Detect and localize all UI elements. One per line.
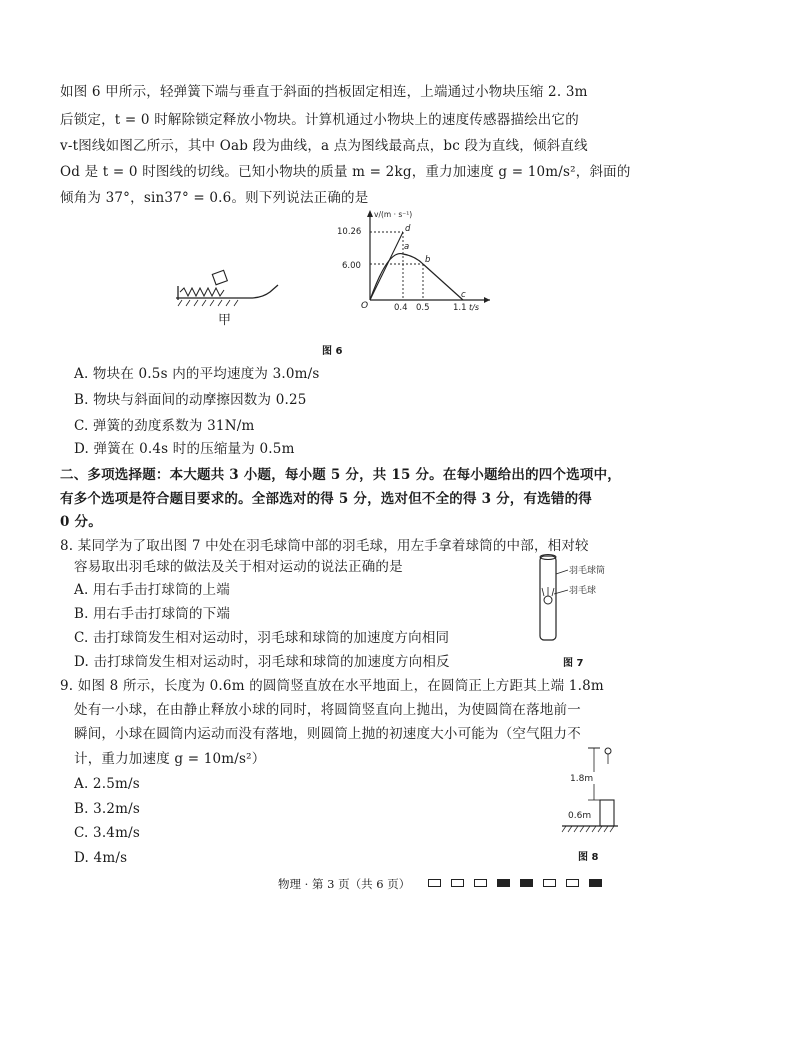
q8-option-a: A. 用右手击打球筒的上端 bbox=[74, 582, 230, 598]
fig8-ball-tube-diagram bbox=[560, 744, 622, 836]
fig8-label-1-8m: 1.8m bbox=[570, 774, 594, 784]
fig7-label-shuttlecock: 羽毛球 bbox=[569, 586, 597, 596]
footer-mark-5 bbox=[520, 879, 533, 887]
page-footer: 物理 · 第 3 页（共 6 页） bbox=[278, 877, 411, 891]
footer-mark-3 bbox=[474, 879, 487, 887]
q7-option-c: C. 弹簧的劲度系数为 31N/m bbox=[74, 418, 255, 434]
q8-stem-line-2: 容易取出羽毛球的做法及关于相对运动的说法正确的是 bbox=[74, 559, 403, 575]
fig6-incline-diagram bbox=[170, 258, 285, 333]
fig7-tube-diagram bbox=[530, 552, 620, 648]
q8-option-d: D. 击打球筒发生相对运动时，羽毛球和球筒的加速度方向相反 bbox=[74, 654, 450, 670]
fig8-caption: 图 8 bbox=[578, 852, 599, 863]
footer-mark-7 bbox=[566, 879, 579, 887]
q8-option-b: B. 用右手击打球筒的下端 bbox=[74, 606, 231, 622]
fig6-x-tick-1-1: 1.1 bbox=[453, 303, 467, 313]
fig6-origin-label: O bbox=[361, 301, 369, 311]
q8-option-c: C. 击打球筒发生相对运动时，羽毛球和球筒的加速度方向相同 bbox=[74, 630, 450, 646]
section2-line-1: 二、多项选择题：本大题共 3 小题，每小题 5 分，共 15 分。在每小题给出的四个选项中， bbox=[60, 467, 621, 483]
q7-stem-line-1: 如图 6 甲所示，轻弹簧下端与垂直于斜面的挡板固定相连，上端通过小物块压缩 2. 3m bbox=[60, 84, 588, 100]
footer-marks bbox=[428, 879, 602, 887]
q9-stem-line-4: 计，重力加速度 g = 10m/s²） bbox=[74, 751, 266, 767]
section2-line-2: 有多个选项是符合题目要求的。全部选对的得 5 分，选对但不全的得 3 分，有选错的得 bbox=[60, 491, 592, 507]
q8-stem-line-1: 8. 某同学为了取出图 7 中处在羽毛球筒中部的羽毛球，用左手拿着球筒的中部，相对较 bbox=[60, 538, 589, 554]
footer-mark-6 bbox=[543, 879, 556, 887]
q7-option-b: B. 物块与斜面间的动摩擦因数为 0.25 bbox=[74, 392, 307, 408]
q7-stem-line-3: v-t图线如图乙所示，其中 Oab 段为曲线，a 点为图线最高点，bc 段为直线，倾斜直线 bbox=[60, 138, 588, 154]
q7-stem-line-2: 后锁定，t = 0 时解除锁定释放小物块。计算机通过小物块上的速度传感器描绘出它的 bbox=[60, 112, 579, 128]
fig6-x-axis-label: t/s bbox=[469, 303, 479, 312]
fig6-point-d: d bbox=[405, 224, 411, 234]
footer-mark-2 bbox=[451, 879, 464, 887]
fig6-point-a: a bbox=[404, 242, 410, 252]
q9-option-a: A. 2.5m/s bbox=[74, 776, 140, 792]
fig6-x-tick-0-4: 0.4 bbox=[394, 303, 408, 313]
q9-stem-line-1: 9. 如图 8 所示，长度为 0.6m 的圆筒竖直放在水平地面上，在圆筒正上方距其上端 1.8m bbox=[60, 678, 604, 694]
q9-stem-line-3: 瞬间，小球在圆筒内运动而没有落地，则圆筒上抛的初速度大小可能为（空气阻力不 bbox=[74, 726, 581, 742]
q7-stem-line-5: 倾角为 37°，sin37° = 0.6。则下列说法正确的是 bbox=[60, 190, 369, 206]
fig6-point-c: c bbox=[461, 290, 466, 300]
fig8-label-0-6m: 0.6m bbox=[568, 811, 592, 821]
fig6-y-tick-6-00: 6.00 bbox=[342, 261, 361, 271]
fig6-point-b: b bbox=[425, 255, 431, 265]
fig6-left-label: 甲 bbox=[218, 313, 232, 328]
q9-option-c: C. 3.4m/s bbox=[74, 825, 140, 841]
fig7-caption: 图 7 bbox=[563, 658, 584, 669]
fig6-y-tick-10-26: 10.26 bbox=[337, 227, 362, 237]
fig7-label-tube: 羽毛球筒 bbox=[569, 566, 606, 576]
fig6-y-axis-label: v/(m · s⁻¹) bbox=[374, 210, 413, 219]
footer-mark-1 bbox=[428, 879, 441, 887]
q9-option-d: D. 4m/s bbox=[74, 850, 128, 866]
fig6-vt-graph bbox=[330, 204, 500, 322]
q7-option-a: A. 物块在 0.5s 内的平均速度为 3.0m/s bbox=[74, 366, 320, 382]
fig6-caption: 图 6 bbox=[322, 346, 343, 357]
q7-stem-line-4: Od 是 t = 0 时图线的切线。已知小物块的质量 m = 2kg，重力加速度 g = 10m/s²，斜面的 bbox=[60, 164, 631, 180]
footer-mark-4 bbox=[497, 879, 510, 887]
q9-option-b: B. 3.2m/s bbox=[74, 801, 141, 817]
q9-stem-line-2: 处有一小球，在由静止释放小球的同时，将圆筒竖直向上抛出，为使圆筒在落地前一 bbox=[74, 702, 581, 718]
section2-line-3: 0 分。 bbox=[60, 514, 102, 530]
q7-option-d: D. 弹簧在 0.4s 时的压缩量为 0.5m bbox=[74, 441, 295, 457]
footer-mark-8 bbox=[589, 879, 602, 887]
fig6-x-tick-0-5: 0.5 bbox=[416, 303, 430, 313]
